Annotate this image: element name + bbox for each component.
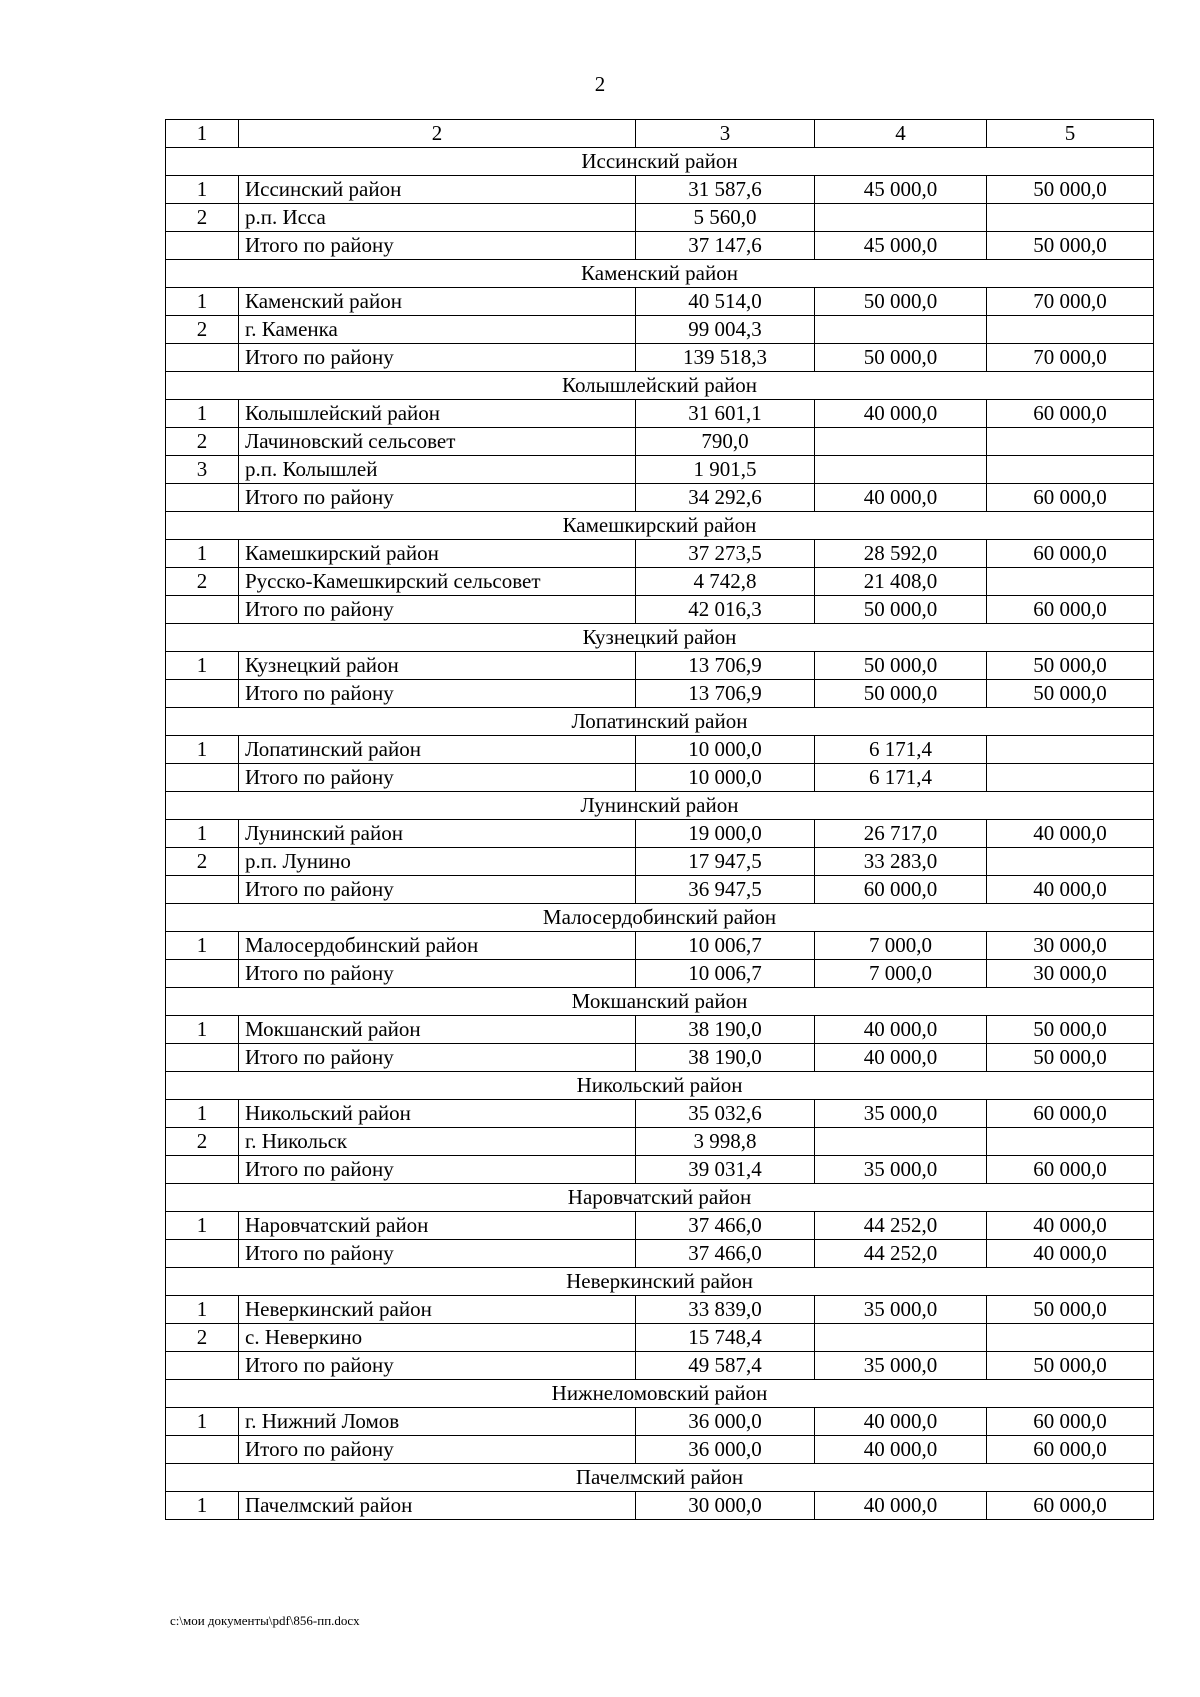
value-col-4: 40 000,0 bbox=[815, 1492, 987, 1520]
value-col-3: 49 587,4 bbox=[636, 1352, 815, 1380]
district-title: Никольский район bbox=[166, 1072, 1154, 1100]
value-col-3: 40 514,0 bbox=[636, 288, 815, 316]
value-col-3: 31 587,6 bbox=[636, 176, 815, 204]
district-total-row bbox=[166, 484, 1154, 512]
value-col-4: 40 000,0 bbox=[815, 1016, 987, 1044]
district-section-row bbox=[166, 792, 1154, 820]
district-total-row bbox=[166, 960, 1154, 988]
municipality-name: Итого по району bbox=[239, 1436, 636, 1464]
row-number: 2 bbox=[166, 204, 239, 232]
municipality-name: Кузнецкий район bbox=[239, 652, 636, 680]
district-section-row bbox=[166, 1072, 1154, 1100]
value-col-3: 5 560,0 bbox=[636, 204, 815, 232]
row-number bbox=[166, 232, 239, 260]
value-col-4: 28 592,0 bbox=[815, 540, 987, 568]
value-col-4: 35 000,0 bbox=[815, 1100, 987, 1128]
table-row bbox=[166, 1324, 1154, 1352]
row-number bbox=[166, 1436, 239, 1464]
value-col-3: 42 016,3 bbox=[636, 596, 815, 624]
value-col-4: 50 000,0 bbox=[815, 596, 987, 624]
district-title: Лопатинский район bbox=[166, 708, 1154, 736]
municipality-name: г. Никольск bbox=[239, 1128, 636, 1156]
district-section-row bbox=[166, 624, 1154, 652]
value-col-5 bbox=[987, 1324, 1154, 1352]
value-col-3: 139 518,3 bbox=[636, 344, 815, 372]
municipality-name: Колышлейский район bbox=[239, 400, 636, 428]
value-col-3: 34 292,6 bbox=[636, 484, 815, 512]
value-col-4: 6 171,4 bbox=[815, 764, 987, 792]
value-col-4 bbox=[815, 316, 987, 344]
table-row bbox=[166, 1212, 1154, 1240]
district-total-row bbox=[166, 344, 1154, 372]
value-col-5: 40 000,0 bbox=[987, 1240, 1154, 1268]
value-col-3: 10 006,7 bbox=[636, 932, 815, 960]
row-number bbox=[166, 596, 239, 624]
table-row bbox=[166, 176, 1154, 204]
table-row bbox=[166, 568, 1154, 596]
table-row bbox=[166, 932, 1154, 960]
value-col-5: 60 000,0 bbox=[987, 1408, 1154, 1436]
table-row bbox=[166, 736, 1154, 764]
value-col-3: 37 466,0 bbox=[636, 1212, 815, 1240]
table-row bbox=[166, 428, 1154, 456]
municipality-name: Никольский район bbox=[239, 1100, 636, 1128]
district-title: Неверкинский район bbox=[166, 1268, 1154, 1296]
value-col-5: 50 000,0 bbox=[987, 232, 1154, 260]
row-number bbox=[166, 876, 239, 904]
value-col-5 bbox=[987, 764, 1154, 792]
value-col-5: 60 000,0 bbox=[987, 400, 1154, 428]
municipality-name: Итого по району bbox=[239, 596, 636, 624]
row-number bbox=[166, 1240, 239, 1268]
value-col-4: 21 408,0 bbox=[815, 568, 987, 596]
column-header-3: 3 bbox=[636, 120, 815, 148]
row-number: 1 bbox=[166, 1100, 239, 1128]
column-header-2: 2 bbox=[239, 120, 636, 148]
value-col-3: 10 000,0 bbox=[636, 736, 815, 764]
row-number: 1 bbox=[166, 288, 239, 316]
value-col-4: 60 000,0 bbox=[815, 876, 987, 904]
row-number: 1 bbox=[166, 1016, 239, 1044]
municipality-name: р.п. Лунино bbox=[239, 848, 636, 876]
municipality-name: Итого по району bbox=[239, 344, 636, 372]
table-row bbox=[166, 456, 1154, 484]
value-col-3: 13 706,9 bbox=[636, 680, 815, 708]
municipality-name: Итого по району bbox=[239, 960, 636, 988]
value-col-5 bbox=[987, 316, 1154, 344]
district-total-row bbox=[166, 232, 1154, 260]
row-number bbox=[166, 1044, 239, 1072]
value-col-4: 6 171,4 bbox=[815, 736, 987, 764]
row-number: 1 bbox=[166, 540, 239, 568]
row-number: 1 bbox=[166, 176, 239, 204]
row-number: 2 bbox=[166, 316, 239, 344]
column-header-4: 4 bbox=[815, 120, 987, 148]
municipality-name: Малосердобинский район bbox=[239, 932, 636, 960]
value-col-4: 40 000,0 bbox=[815, 1436, 987, 1464]
value-col-5 bbox=[987, 428, 1154, 456]
value-col-3: 99 004,3 bbox=[636, 316, 815, 344]
row-number bbox=[166, 344, 239, 372]
table-row bbox=[166, 1016, 1154, 1044]
table-row bbox=[166, 316, 1154, 344]
district-section-row bbox=[166, 260, 1154, 288]
municipality-name: Лопатинский район bbox=[239, 736, 636, 764]
district-total-row bbox=[166, 876, 1154, 904]
row-number: 1 bbox=[166, 652, 239, 680]
value-col-3: 38 190,0 bbox=[636, 1044, 815, 1072]
municipality-name: г. Нижний Ломов bbox=[239, 1408, 636, 1436]
value-col-5: 60 000,0 bbox=[987, 1492, 1154, 1520]
value-col-5: 60 000,0 bbox=[987, 1156, 1154, 1184]
value-col-4: 33 283,0 bbox=[815, 848, 987, 876]
value-col-4: 35 000,0 bbox=[815, 1156, 987, 1184]
value-col-5 bbox=[987, 568, 1154, 596]
municipality-name: Лунинский район bbox=[239, 820, 636, 848]
municipality-name: Камешкирский район bbox=[239, 540, 636, 568]
value-col-5: 60 000,0 bbox=[987, 540, 1154, 568]
district-title: Мокшанский район bbox=[166, 988, 1154, 1016]
value-col-5: 50 000,0 bbox=[987, 1352, 1154, 1380]
value-col-3: 36 947,5 bbox=[636, 876, 815, 904]
row-number: 1 bbox=[166, 820, 239, 848]
value-col-3: 10 000,0 bbox=[636, 764, 815, 792]
district-title: Иссинский район bbox=[166, 148, 1154, 176]
value-col-4: 50 000,0 bbox=[815, 288, 987, 316]
municipality-name: Итого по району bbox=[239, 1240, 636, 1268]
value-col-5 bbox=[987, 456, 1154, 484]
row-number: 2 bbox=[166, 428, 239, 456]
municipality-name: р.п. Исса bbox=[239, 204, 636, 232]
value-col-5 bbox=[987, 1128, 1154, 1156]
value-col-3: 17 947,5 bbox=[636, 848, 815, 876]
district-title: Малосердобинский район bbox=[166, 904, 1154, 932]
row-number: 2 bbox=[166, 1324, 239, 1352]
value-col-4: 45 000,0 bbox=[815, 232, 987, 260]
row-number bbox=[166, 1352, 239, 1380]
value-col-5 bbox=[987, 736, 1154, 764]
value-col-4 bbox=[815, 1128, 987, 1156]
value-col-4: 44 252,0 bbox=[815, 1240, 987, 1268]
value-col-4 bbox=[815, 1324, 987, 1352]
table-row bbox=[166, 1100, 1154, 1128]
value-col-4: 50 000,0 bbox=[815, 680, 987, 708]
value-col-3: 13 706,9 bbox=[636, 652, 815, 680]
value-col-4: 45 000,0 bbox=[815, 176, 987, 204]
municipality-name: Итого по району bbox=[239, 484, 636, 512]
value-col-5: 70 000,0 bbox=[987, 344, 1154, 372]
value-col-3: 1 901,5 bbox=[636, 456, 815, 484]
district-title: Колышлейский район bbox=[166, 372, 1154, 400]
table-row bbox=[166, 652, 1154, 680]
municipality-name: Итого по району bbox=[239, 1044, 636, 1072]
value-col-5: 40 000,0 bbox=[987, 820, 1154, 848]
district-title: Камешкирский район bbox=[166, 512, 1154, 540]
district-section-row bbox=[166, 1464, 1154, 1492]
row-number: 1 bbox=[166, 1492, 239, 1520]
value-col-4: 35 000,0 bbox=[815, 1296, 987, 1324]
value-col-3: 39 031,4 bbox=[636, 1156, 815, 1184]
district-section-row bbox=[166, 512, 1154, 540]
district-total-row bbox=[166, 1436, 1154, 1464]
value-col-5: 30 000,0 bbox=[987, 932, 1154, 960]
table-row bbox=[166, 288, 1154, 316]
value-col-4: 40 000,0 bbox=[815, 1044, 987, 1072]
district-section-row bbox=[166, 148, 1154, 176]
row-number: 1 bbox=[166, 1212, 239, 1240]
table-row bbox=[166, 400, 1154, 428]
value-col-4: 50 000,0 bbox=[815, 652, 987, 680]
table-row bbox=[166, 204, 1154, 232]
value-col-4: 26 717,0 bbox=[815, 820, 987, 848]
table-row bbox=[166, 1408, 1154, 1436]
district-section-row bbox=[166, 1380, 1154, 1408]
municipality-name: Русско-Камешкирский сельсовет bbox=[239, 568, 636, 596]
district-title: Наровчатский район bbox=[166, 1184, 1154, 1212]
value-col-5: 50 000,0 bbox=[987, 1296, 1154, 1324]
municipality-name: Итого по району bbox=[239, 764, 636, 792]
municipality-name: Мокшанский район bbox=[239, 1016, 636, 1044]
municipality-name: Иссинский район bbox=[239, 176, 636, 204]
value-col-5 bbox=[987, 848, 1154, 876]
value-col-3: 35 032,6 bbox=[636, 1100, 815, 1128]
value-col-5: 60 000,0 bbox=[987, 484, 1154, 512]
column-header-1: 1 bbox=[166, 120, 239, 148]
value-col-4: 40 000,0 bbox=[815, 1408, 987, 1436]
municipality-name: Итого по району bbox=[239, 1352, 636, 1380]
value-col-3: 37 466,0 bbox=[636, 1240, 815, 1268]
row-number: 1 bbox=[166, 1296, 239, 1324]
row-number bbox=[166, 764, 239, 792]
value-col-3: 3 998,8 bbox=[636, 1128, 815, 1156]
district-section-row bbox=[166, 988, 1154, 1016]
value-col-4: 44 252,0 bbox=[815, 1212, 987, 1240]
row-number: 1 bbox=[166, 932, 239, 960]
value-col-4 bbox=[815, 428, 987, 456]
municipality-name: Итого по району bbox=[239, 876, 636, 904]
district-section-row bbox=[166, 1268, 1154, 1296]
value-col-5: 50 000,0 bbox=[987, 680, 1154, 708]
value-col-3: 37 273,5 bbox=[636, 540, 815, 568]
value-col-5: 30 000,0 bbox=[987, 960, 1154, 988]
municipality-name: с. Неверкино bbox=[239, 1324, 636, 1352]
table-row bbox=[166, 848, 1154, 876]
value-col-5: 60 000,0 bbox=[987, 596, 1154, 624]
value-col-3: 36 000,0 bbox=[636, 1408, 815, 1436]
value-col-3: 790,0 bbox=[636, 428, 815, 456]
page-number: 2 bbox=[594, 72, 606, 96]
value-col-5: 60 000,0 bbox=[987, 1436, 1154, 1464]
district-total-row bbox=[166, 1352, 1154, 1380]
municipality-name: Пачелмский район bbox=[239, 1492, 636, 1520]
value-col-4: 40 000,0 bbox=[815, 484, 987, 512]
municipality-name: Итого по району bbox=[239, 680, 636, 708]
value-col-5 bbox=[987, 204, 1154, 232]
district-total-row bbox=[166, 1240, 1154, 1268]
row-number bbox=[166, 680, 239, 708]
table-row bbox=[166, 1296, 1154, 1324]
district-title: Пачелмский район bbox=[166, 1464, 1154, 1492]
value-col-3: 19 000,0 bbox=[636, 820, 815, 848]
row-number bbox=[166, 960, 239, 988]
value-col-5: 50 000,0 bbox=[987, 652, 1154, 680]
value-col-3: 33 839,0 bbox=[636, 1296, 815, 1324]
value-col-3: 36 000,0 bbox=[636, 1436, 815, 1464]
column-header-5: 5 bbox=[987, 120, 1154, 148]
value-col-5: 50 000,0 bbox=[987, 176, 1154, 204]
row-number: 1 bbox=[166, 1408, 239, 1436]
municipality-name: Неверкинский район bbox=[239, 1296, 636, 1324]
row-number: 1 bbox=[166, 736, 239, 764]
district-total-row bbox=[166, 680, 1154, 708]
value-col-3: 30 000,0 bbox=[636, 1492, 815, 1520]
district-section-row bbox=[166, 708, 1154, 736]
value-col-4: 7 000,0 bbox=[815, 960, 987, 988]
municipality-name: р.п. Колышлей bbox=[239, 456, 636, 484]
value-col-5: 40 000,0 bbox=[987, 876, 1154, 904]
value-col-3: 37 147,6 bbox=[636, 232, 815, 260]
row-number: 3 bbox=[166, 456, 239, 484]
municipality-name: Лачиновский сельсовет bbox=[239, 428, 636, 456]
value-col-5: 40 000,0 bbox=[987, 1212, 1154, 1240]
value-col-4: 7 000,0 bbox=[815, 932, 987, 960]
municipality-name: Каменский район bbox=[239, 288, 636, 316]
district-total-row bbox=[166, 1044, 1154, 1072]
value-col-5: 60 000,0 bbox=[987, 1100, 1154, 1128]
table-row bbox=[166, 1128, 1154, 1156]
value-col-4 bbox=[815, 456, 987, 484]
district-title: Нижнеломовский район bbox=[166, 1380, 1154, 1408]
row-number bbox=[166, 484, 239, 512]
allocation-table bbox=[165, 119, 1154, 1520]
column-number-header-row bbox=[166, 120, 1154, 148]
district-total-row bbox=[166, 596, 1154, 624]
municipality-name: Итого по району bbox=[239, 232, 636, 260]
municipality-name: г. Каменка bbox=[239, 316, 636, 344]
district-title: Кузнецкий район bbox=[166, 624, 1154, 652]
value-col-3: 10 006,7 bbox=[636, 960, 815, 988]
value-col-4 bbox=[815, 204, 987, 232]
value-col-4: 35 000,0 bbox=[815, 1352, 987, 1380]
value-col-4: 50 000,0 bbox=[815, 344, 987, 372]
table-row bbox=[166, 540, 1154, 568]
district-total-row bbox=[166, 764, 1154, 792]
district-section-row bbox=[166, 372, 1154, 400]
row-number: 2 bbox=[166, 848, 239, 876]
table-row bbox=[166, 820, 1154, 848]
value-col-3: 31 601,1 bbox=[636, 400, 815, 428]
row-number: 2 bbox=[166, 568, 239, 596]
row-number bbox=[166, 1156, 239, 1184]
value-col-3: 15 748,4 bbox=[636, 1324, 815, 1352]
row-number: 1 bbox=[166, 400, 239, 428]
value-col-5: 50 000,0 bbox=[987, 1016, 1154, 1044]
district-section-row bbox=[166, 904, 1154, 932]
municipality-name: Наровчатский район bbox=[239, 1212, 636, 1240]
district-title: Каменский район bbox=[166, 260, 1154, 288]
table-row bbox=[166, 1492, 1154, 1520]
district-title: Лунинский район bbox=[166, 792, 1154, 820]
value-col-5: 70 000,0 bbox=[987, 288, 1154, 316]
file-path-footer: c:\мои документы\pdf\856-пп.docx bbox=[170, 1613, 360, 1628]
district-total-row bbox=[166, 1156, 1154, 1184]
table-body bbox=[166, 120, 1154, 1520]
row-number: 2 bbox=[166, 1128, 239, 1156]
value-col-3: 4 742,8 bbox=[636, 568, 815, 596]
value-col-4: 40 000,0 bbox=[815, 400, 987, 428]
municipality-name: Итого по району bbox=[239, 1156, 636, 1184]
district-section-row bbox=[166, 1184, 1154, 1212]
value-col-3: 38 190,0 bbox=[636, 1016, 815, 1044]
value-col-5: 50 000,0 bbox=[987, 1044, 1154, 1072]
